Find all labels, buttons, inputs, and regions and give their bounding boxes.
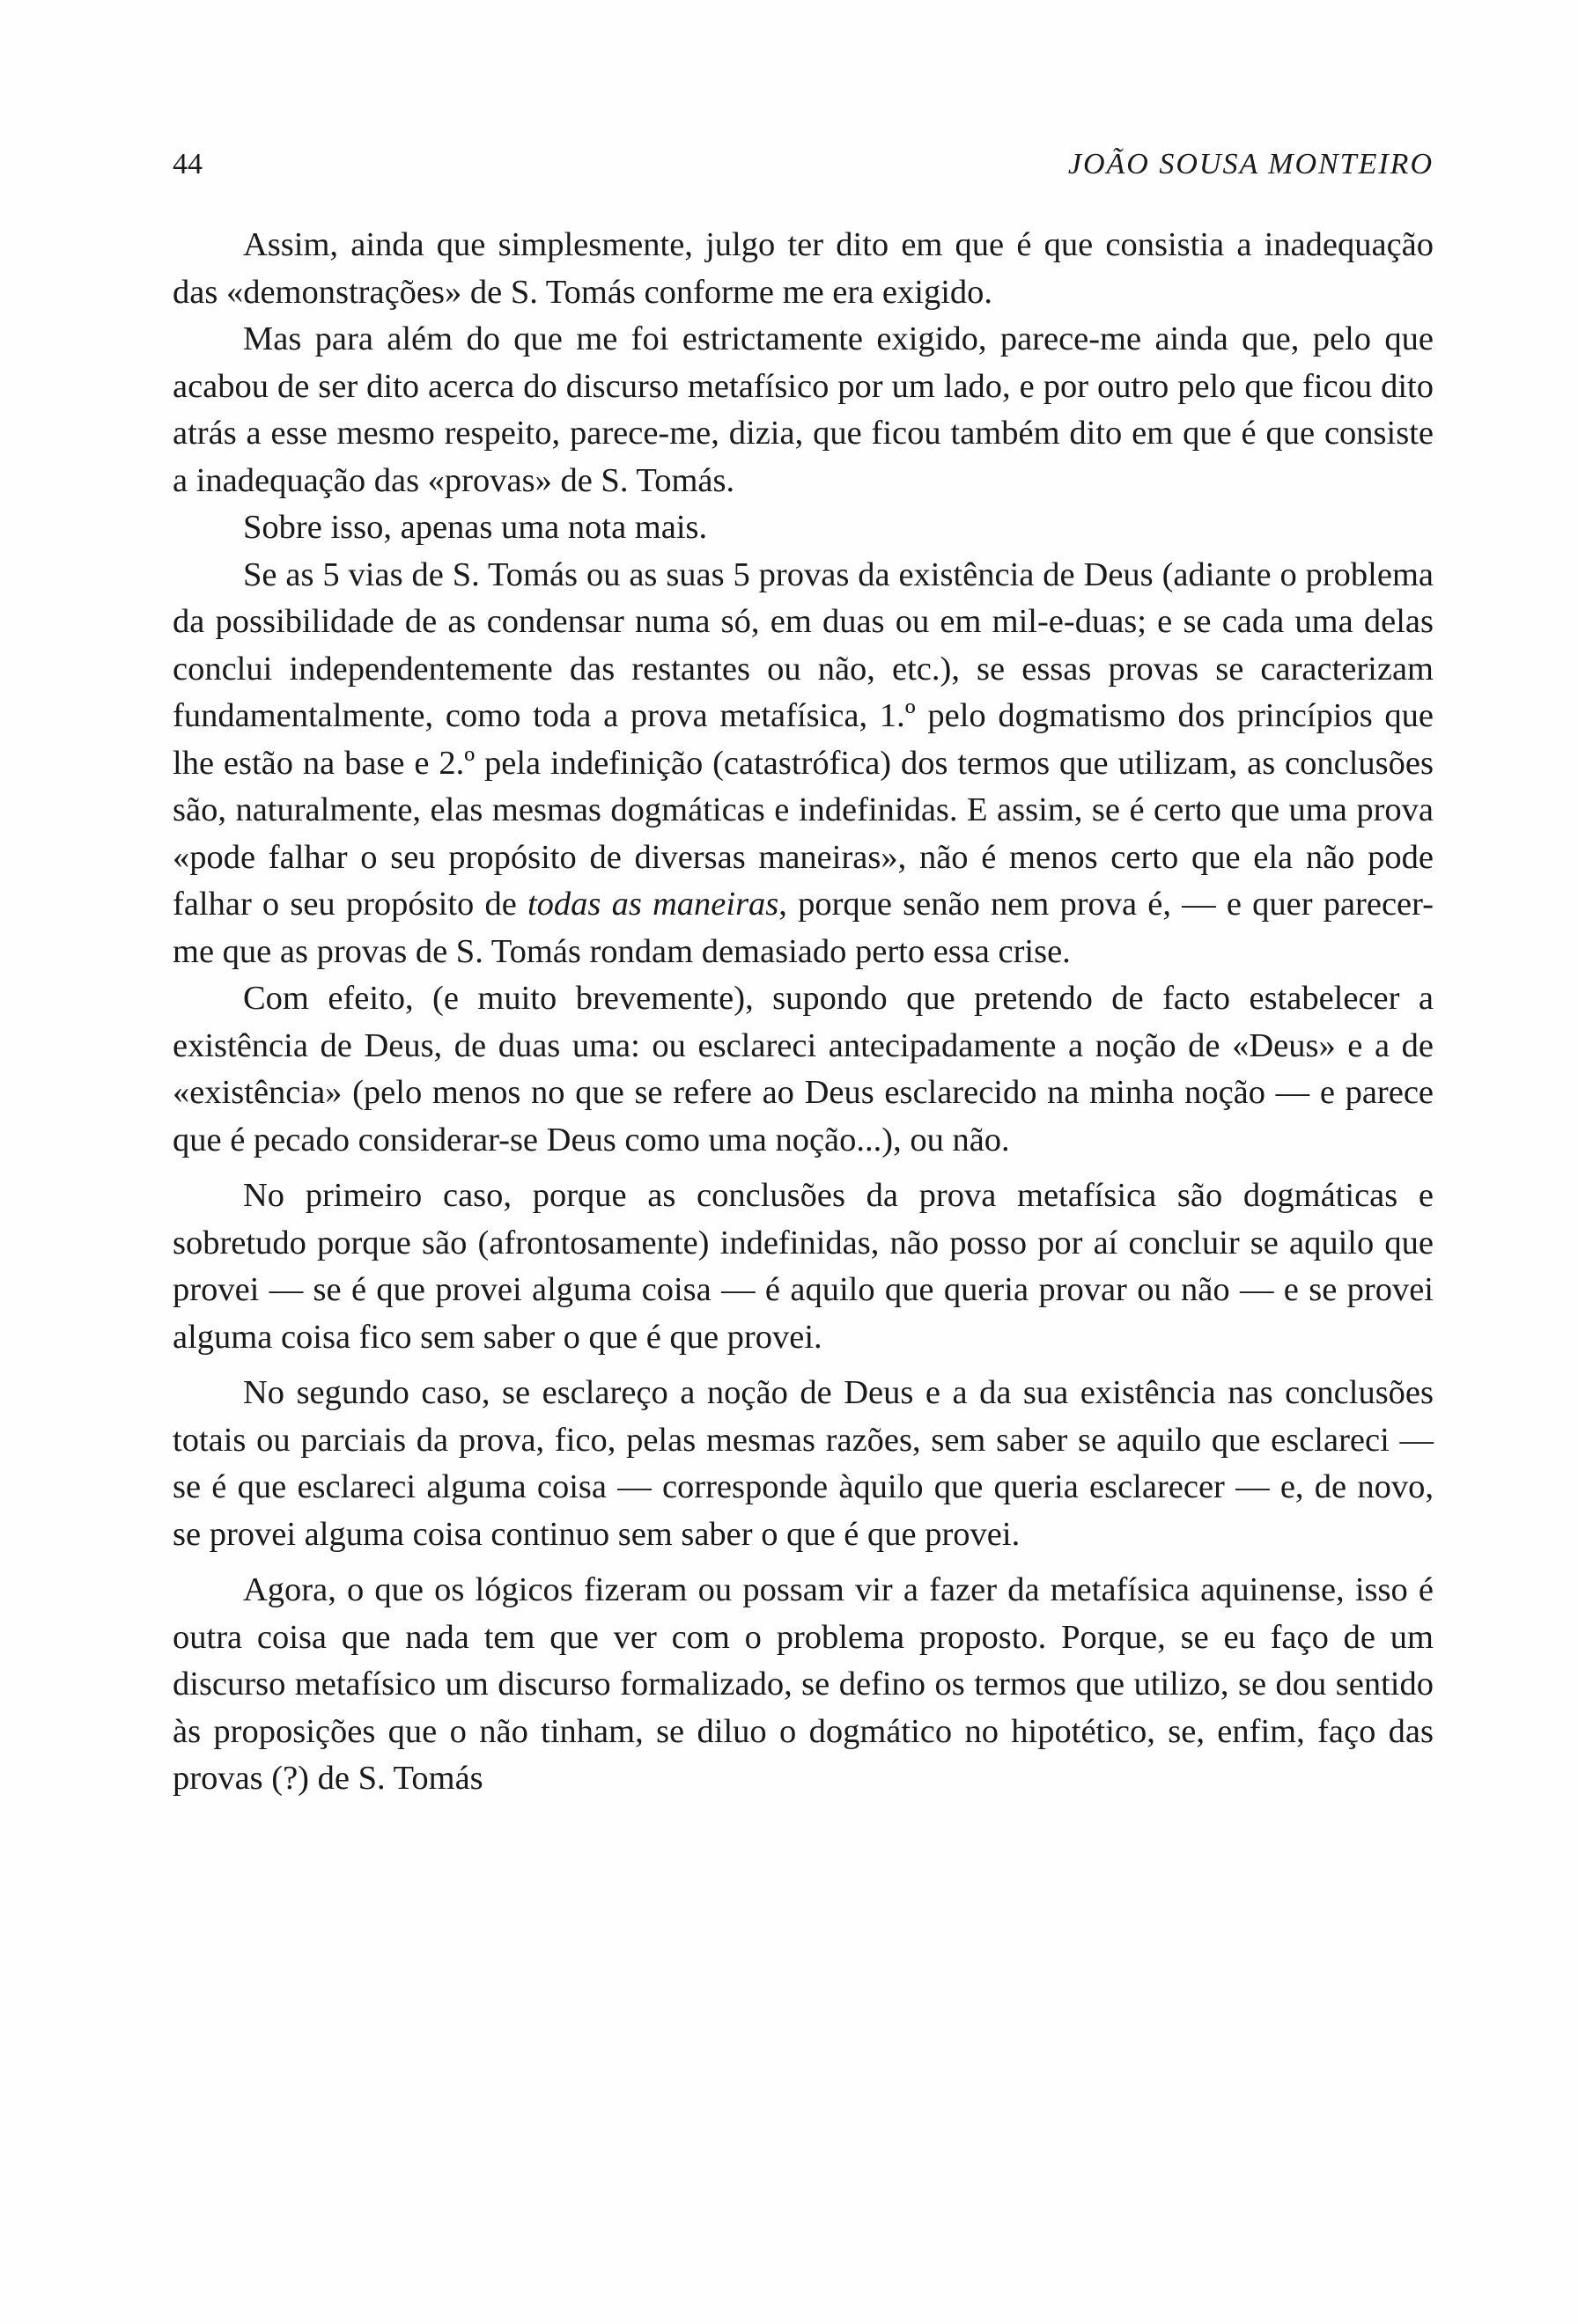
running-head: JOÃO SOUSA MONTEIRO xyxy=(1067,148,1434,180)
body-text xyxy=(173,222,1434,1803)
paragraph-text: , porque senão nem prova é, — e quer parecer-me que as provas de S. Tomás rondam demasiado perto essa crise. xyxy=(173,886,1434,970)
page-header xyxy=(173,143,1434,187)
paragraph: No segundo caso, se esclareço a noção de Deus e a da sua existência nas conclusões totais ou parciais da prova, fico, pelas mesmas razões, sem saber se aquilo que esclareci — se é que esclareci alguma coisa — corresponde àquilo que queria esclarecer — e, de novo, se provei alguma coisa continuo sem saber o que é que provei. xyxy=(173,1374,1434,1553)
paragraph xyxy=(173,552,1434,976)
emphasized-phrase: todas as maneiras xyxy=(527,886,779,923)
paragraph-text: Se as 5 vias de S. Tomás ou as suas 5 provas da existência de Deus (adiante o problema da possibilidade de as condensar numa só, em duas ou em mil-e-duas; e se cada uma delas conclui independentemente das restantes ou não, etc.), se essas provas se caracterizam fundamentalmente, como toda a prova metafísica, 1.º pelo dogmatismo dos princípios que lhe estão na base e 2.º pela indefinição (catastrófica) dos termos que utilizam, as conclusões são, naturalmente, elas mesmas dogmáticas e indefinidas. E assim, se é certo que uma prova «pode falhar o seu propósito de diversas maneiras», não é menos certo que ela não pode falhar o seu propósito de xyxy=(173,555,1434,923)
paragraph: No primeiro caso, porque as conclusões da prova metafísica são dogmáticas e sobretudo porque são (afrontosamente) indefinidas, não posso por aí concluir se aquilo que provei — se é que provei alguma coisa — é aquilo que queria provar ou não — e se provei alguma coisa fico sem saber o que é que provei. xyxy=(173,1177,1434,1356)
paragraph: Assim, ainda que simplesmente, julgo ter dito em que é que consistia a inadequação das «demonstrações» de S. Tomás conforme me era exigido. xyxy=(173,226,1434,311)
page-number: 44 xyxy=(173,148,203,180)
paragraph: Mas para além do que me foi estrictamente exigido, parece-me ainda que, pelo que acabou de ser dito acerca do discurso metafísico por um lado, e por outro pelo que ficou dito atrás a esse mesmo respeito, parece-me, dizia, que ficou também dito em que é que consiste a inadequação das «provas» de S. Tomás. xyxy=(173,320,1434,499)
paragraph: Sobre isso, apenas uma nota mais. xyxy=(243,509,708,546)
paragraph: Com efeito, (e muito brevemente), supondo que pretendo de facto estabelecer a existência de Deus, de duas uma: ou esclareci antecipadamente a noção de «Deus» e a de «existência» (pelo menos no que se refere ao Deus esclarecido na minha noção — e parece que é pecado considerar-se Deus como uma noção...), ou não. xyxy=(173,980,1434,1158)
paragraph: Agora, o que os lógicos fizeram ou possam vir a fazer da metafísica aquinense, isso é outra coisa que nada tem que ver com o problema proposto. Porque, se eu faço de um discurso metafísico um discurso formalizado, se defino os termos que utilizo, se dou sentido às proposições que o não tinham, se diluo o dogmático no hipotético, se, enfim, faço das provas (?) de S. Tomás xyxy=(173,1571,1434,1797)
